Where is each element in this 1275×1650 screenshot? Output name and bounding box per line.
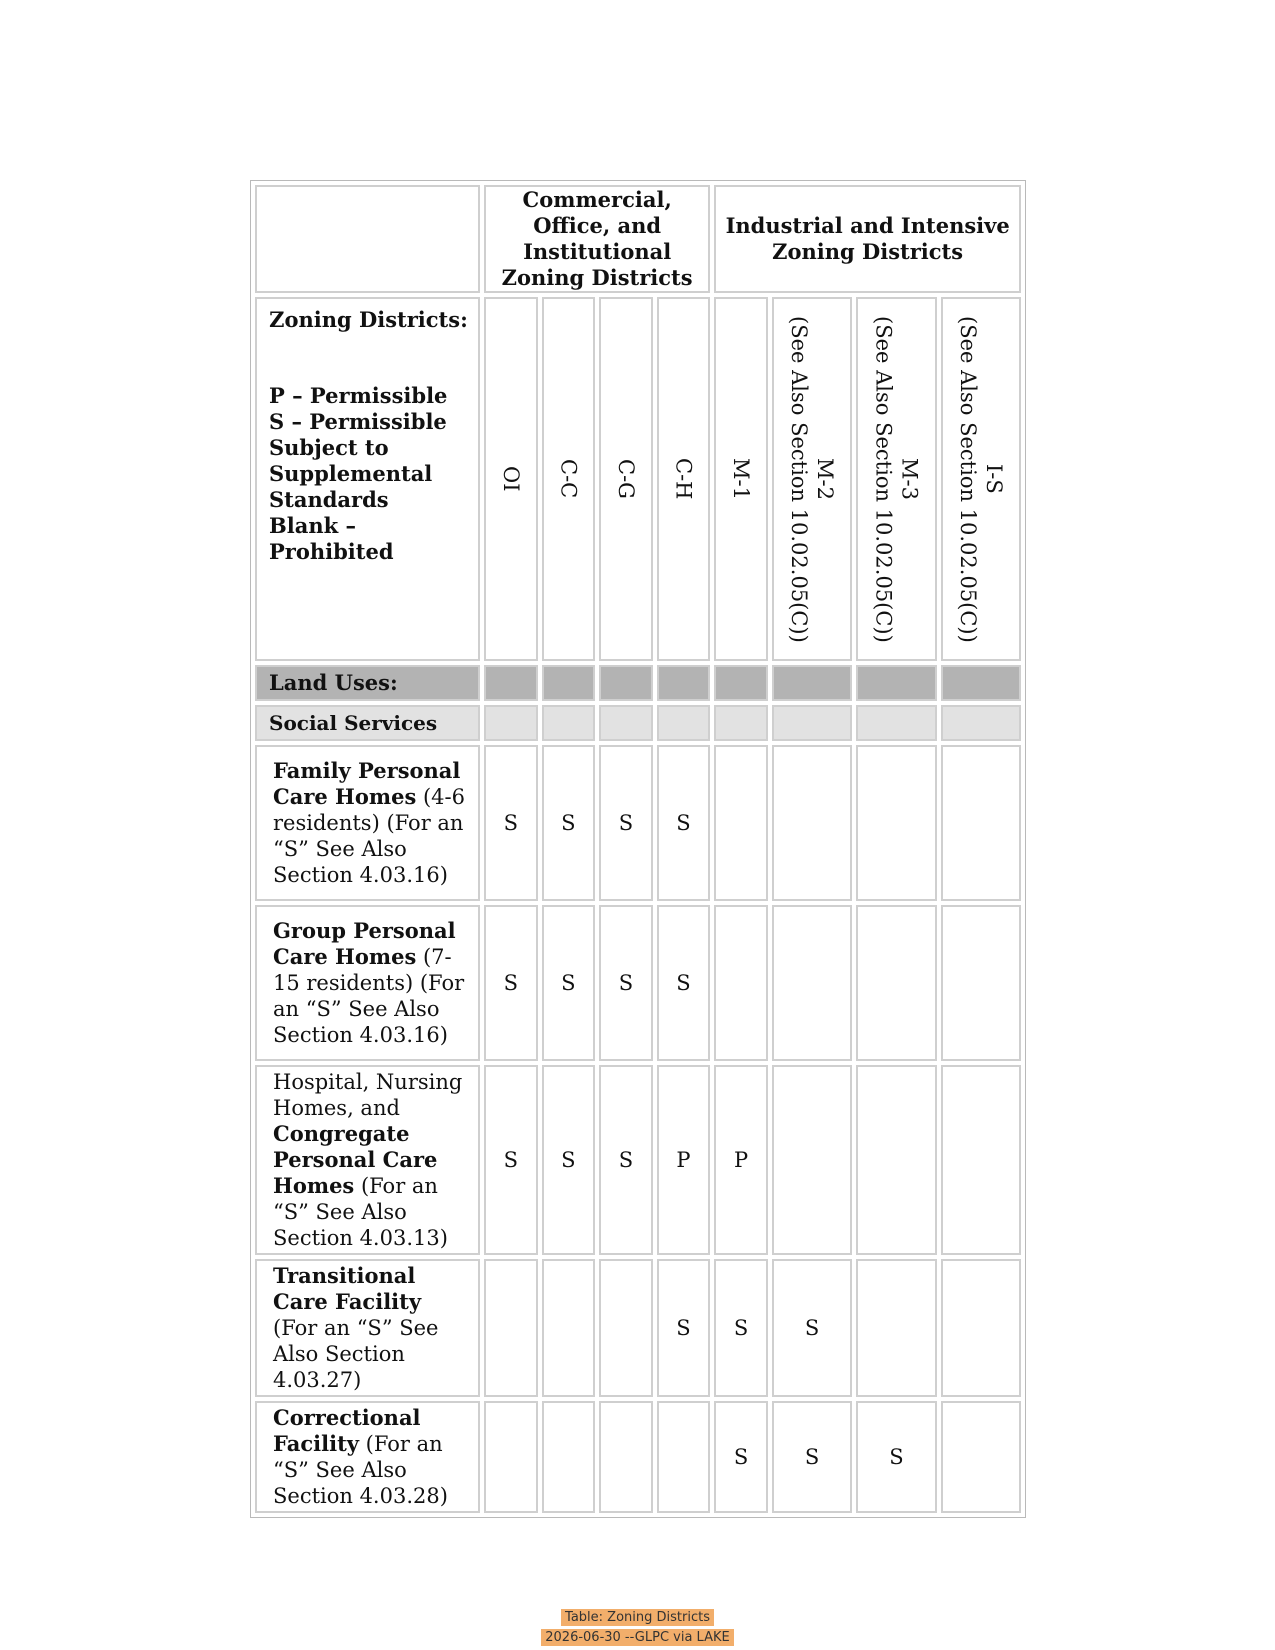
district-header-is (941, 297, 1021, 661)
district-header-ch (657, 297, 711, 661)
district-header-row (255, 297, 1021, 661)
land-use-note: (For an “S” See Also Section 4.03.28) (273, 1432, 448, 1508)
shade-cell (657, 665, 711, 701)
permission-cell: S (772, 1401, 852, 1513)
permission-cell: S (714, 1259, 768, 1397)
district-code: M-3 (897, 458, 922, 500)
permission-cell: S (484, 745, 538, 901)
district-header-oi (484, 297, 538, 661)
group-commercial-header: Commercial, Office, and Institutional Zoning Districts (484, 185, 710, 293)
shade-cell (714, 705, 768, 741)
legend-line: P – Permissible (269, 383, 448, 408)
shade-cell (657, 705, 711, 741)
social-services-row (255, 705, 1021, 741)
district-code: I-S (981, 464, 1006, 494)
table-row (255, 1065, 1021, 1255)
permission-cell: S (542, 745, 596, 901)
land-use-label (255, 1065, 480, 1255)
district-code: OI (498, 466, 523, 492)
land-use-name: Family Personal Care Homes (273, 758, 461, 809)
permission-cell (856, 905, 936, 1061)
shade-cell (714, 665, 768, 701)
land-use-label (255, 745, 480, 901)
district-note: (See Also Section 10.02.05(C)) (787, 315, 812, 643)
district-header-cc (542, 297, 596, 661)
shade-cell (941, 705, 1021, 741)
group-industrial-header: Industrial and Intensive Zoning Districts (714, 185, 1021, 293)
table-row (255, 745, 1021, 901)
district-header-m3 (856, 297, 936, 661)
shade-cell (484, 705, 538, 741)
permission-cell: P (657, 1065, 711, 1255)
district-code: M-2 (813, 458, 838, 500)
legend-cell (255, 297, 480, 661)
shade-cell (599, 665, 653, 701)
permission-cell (941, 745, 1021, 901)
permission-cell (772, 745, 852, 901)
shade-cell (772, 665, 852, 701)
permission-cell: S (484, 905, 538, 1061)
permission-cell (856, 1065, 936, 1255)
legend-line: Blank – Prohibited (269, 513, 394, 564)
permission-cell (542, 1401, 596, 1513)
permission-cell: S (657, 1259, 711, 1397)
social-services-label: Social Services (255, 705, 480, 741)
permission-cell: S (542, 1065, 596, 1255)
permission-cell (772, 905, 852, 1061)
permission-cell (772, 1065, 852, 1255)
permission-cell: S (599, 905, 653, 1061)
footer-stamp (0, 1630, 1275, 1645)
permission-cell: S (856, 1401, 936, 1513)
permission-cell (657, 1401, 711, 1513)
legend-title: Zoning Districts: (269, 307, 468, 332)
district-header-m1 (714, 297, 768, 661)
permission-cell (484, 1401, 538, 1513)
permission-cell (941, 1259, 1021, 1397)
land-use-name: Group Personal Care Homes (273, 918, 456, 969)
shade-cell (856, 665, 936, 701)
permission-cell: S (657, 905, 711, 1061)
legend-line: S – Permissible (269, 409, 447, 434)
shade-cell (772, 705, 852, 741)
permission-cell (714, 745, 768, 901)
shade-cell (599, 705, 653, 741)
permission-cell (599, 1401, 653, 1513)
district-code: C-H (671, 458, 696, 500)
permission-cell: S (599, 1065, 653, 1255)
land-use-label (255, 905, 480, 1061)
footer-stamp-text: 2026-06-30 --GLPC via LAKE (541, 1629, 733, 1646)
district-header-m2 (772, 297, 852, 661)
permission-cell: P (714, 1065, 768, 1255)
land-use-note: (7-15 residents) (For an “S” See Also Section 4.03.16) (273, 945, 465, 1047)
land-use-note: (For an “S” See Also Section 4.03.27) (273, 1316, 439, 1392)
land-uses-row (255, 665, 1021, 701)
permission-cell (599, 1259, 653, 1397)
table-row (255, 1259, 1021, 1397)
district-header-cg (599, 297, 653, 661)
permission-cell: S (484, 1065, 538, 1255)
permission-cell: S (714, 1401, 768, 1513)
permission-cell: S (542, 905, 596, 1061)
shade-cell (941, 665, 1021, 701)
legend-line: Standards (269, 487, 389, 512)
land-use-name: Correctional Facility (273, 1405, 421, 1456)
land-uses-label: Land Uses: (255, 665, 480, 701)
land-use-note: (For an “S” See Also Section 4.03.13) (273, 1174, 448, 1250)
land-use-name: Congregate Personal Care Homes (273, 1121, 438, 1198)
land-use-name: Transitional Care Facility (273, 1263, 422, 1314)
district-code: C-C (556, 459, 581, 499)
land-use-note: (4-6 residents) (For an “S” See Also Section 4.03.16) (273, 785, 465, 887)
shade-cell (856, 705, 936, 741)
legend-line: Supplemental (269, 461, 433, 486)
corner-cell (255, 185, 480, 293)
permission-cell (941, 905, 1021, 1061)
permission-cell: S (599, 745, 653, 901)
legend-line: Subject to (269, 435, 389, 460)
land-use-label (255, 1259, 480, 1397)
district-code: M-1 (729, 458, 754, 500)
permission-cell (856, 745, 936, 901)
footer-label (0, 1610, 1275, 1625)
shade-cell (542, 705, 596, 741)
footer-label-text: Table: Zoning Districts (561, 1609, 714, 1626)
permission-cell (941, 1065, 1021, 1255)
group-header-row (255, 185, 1021, 293)
permission-cell (542, 1259, 596, 1397)
table-row (255, 1401, 1021, 1513)
zoning-table (250, 180, 1026, 1518)
district-note: (See Also Section 10.02.05(C)) (871, 315, 896, 643)
land-use-prefix: Hospital, Nursing Homes, and (273, 1070, 463, 1120)
shade-cell (542, 665, 596, 701)
district-code: C-G (613, 459, 638, 499)
shade-cell (484, 665, 538, 701)
permission-cell (714, 905, 768, 1061)
permission-cell: S (657, 745, 711, 901)
permission-cell (484, 1259, 538, 1397)
table-row (255, 905, 1021, 1061)
district-note: (See Also Section 10.02.05(C)) (955, 315, 980, 643)
land-use-label (255, 1401, 480, 1513)
permission-cell (941, 1401, 1021, 1513)
permission-cell (856, 1259, 936, 1397)
permission-cell: S (772, 1259, 852, 1397)
